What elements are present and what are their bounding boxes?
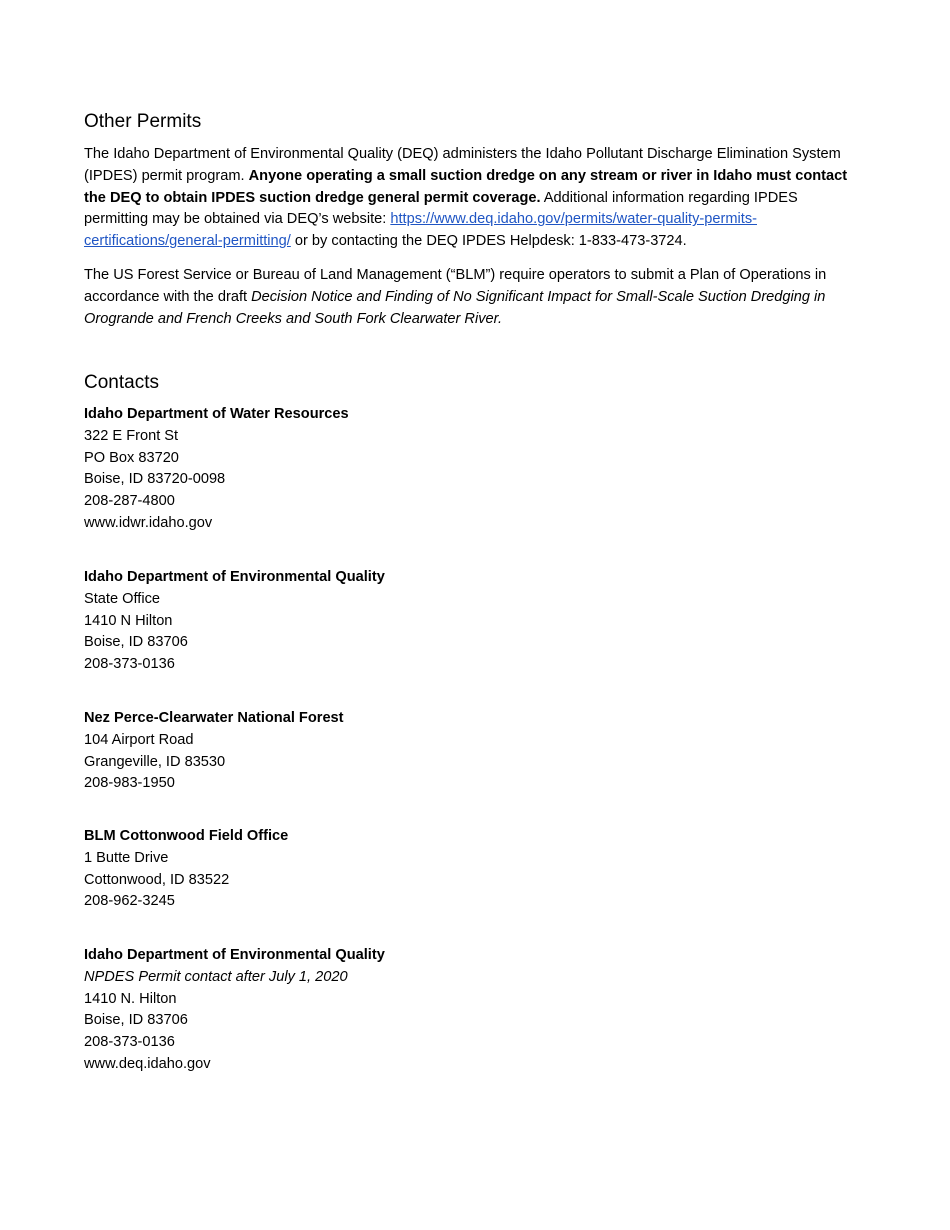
contact-phone: 208-983-1950 (84, 775, 175, 792)
contact-line: Cottonwood, ID 83522 (84, 871, 230, 888)
contact-line: Grangeville, ID 83530 (84, 753, 226, 770)
contact-phone: 208-962-3245 (84, 893, 175, 910)
plan-intro-text: The US Forest Service or Bureau of Land Management (“BLM”) require operators to submit a Plan of Operations in accordance with the draft (84, 267, 827, 305)
contact-phone: 208-287-4800 (84, 493, 175, 510)
contact-deq-state-office (84, 567, 684, 676)
ipdes-bold-notice: Anyone operating a small suction dredge on any stream or river in Idaho must contact the DEQ to obtain IPDES suction dredge general permit coverage. (84, 167, 848, 206)
contact-name: Idaho Department of Environmental Quality (84, 569, 385, 585)
other-permits-heading: Other Permits (84, 111, 202, 132)
contact-line: 1410 N Hilton (84, 612, 173, 629)
ipdes-intro-text: The Idaho Department of Environmental Quality (DEQ) administers the Idaho Pollutant Discharge Elimination System (IPDES) permit program. (84, 146, 841, 184)
contacts-heading: Contacts (84, 372, 159, 393)
contact-line: 104 Airport Road (84, 731, 194, 748)
contact-website: www.idwr.idaho.gov (84, 514, 213, 531)
contact-line: PO Box 83720 (84, 449, 179, 466)
contact-line: 322 E Front St (84, 427, 179, 444)
deq-permitting-link[interactable]: https://www.deq.idaho.gov/permits/water-quality-permits-certifications/general-permitting/ (84, 211, 757, 250)
contact-name: Nez Perce-Clearwater National Forest (84, 710, 344, 726)
contact-website: www.deq.idaho.gov (84, 1055, 211, 1072)
decision-notice-title: Decision Notice and Finding of No Significant Impact for Small-Scale Suction Dredging in Orogrande and French Creeks and South Fork Clearwater River. (84, 288, 826, 327)
contact-blm-cottonwood (84, 826, 684, 913)
contact-idwr (84, 404, 684, 535)
contact-name: Idaho Department of Water Resources (84, 406, 349, 422)
contact-line: Boise, ID 83706 (84, 1012, 188, 1029)
ipdes-paragraph (84, 144, 864, 253)
contact-line: 1 Butte Drive (84, 849, 169, 866)
contact-line: 1410 N. Hilton (84, 990, 177, 1007)
contact-name: Idaho Department of Environmental Quality (84, 947, 385, 963)
contact-line: Boise, ID 83706 (84, 634, 188, 651)
contact-deq-npdes (84, 945, 684, 1076)
ipdes-middle-text: Additional information regarding IPDES permitting may be obtained via DEQ’s website: (84, 189, 798, 228)
contact-line: State Office (84, 590, 160, 607)
contact-nez-perce-forest (84, 708, 684, 795)
contact-phone: 208-373-0136 (84, 1034, 175, 1051)
contact-name: BLM Cottonwood Field Office (84, 828, 289, 844)
contact-note: NPDES Permit contact after July 1, 2020 (84, 968, 348, 985)
contact-phone: 208-373-0136 (84, 656, 175, 673)
ipdes-tail-text: or by contacting the DEQ IPDES Helpdesk: 1-833-473-3724. (290, 233, 687, 250)
contact-line: Boise, ID 83720-0098 (84, 471, 226, 488)
plan-of-operations-paragraph (84, 265, 864, 330)
